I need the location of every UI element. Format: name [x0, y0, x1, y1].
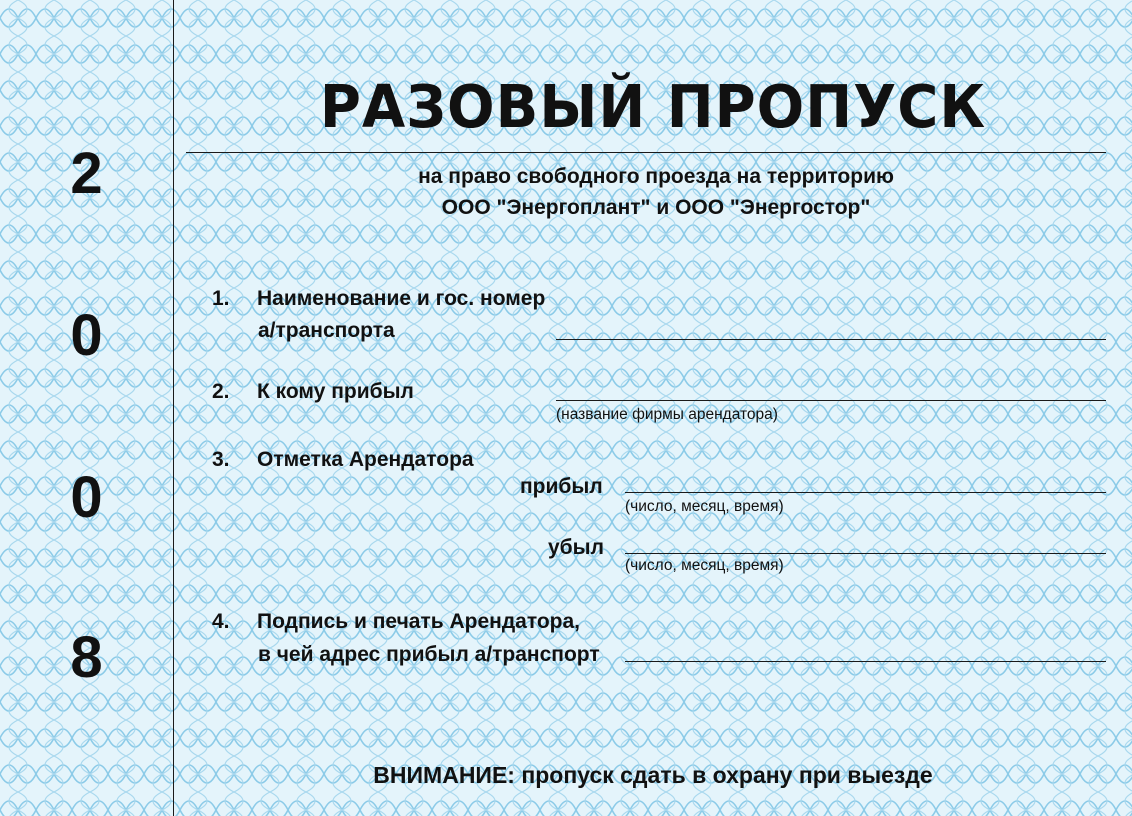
vehicle-label-line-2: а/транспорта [258, 319, 395, 342]
signature-label-line-1: Подпись и печать Арендатора, [257, 610, 581, 633]
arrived-field-line[interactable] [625, 492, 1106, 493]
serial-digit: 8 [70, 625, 103, 690]
visit-to-label: К кому прибыл [257, 380, 414, 403]
arrived-label: прибыл [520, 475, 603, 498]
return-pass-notice: ВНИМАНИЕ: пропуск сдать в охрану при выезде [373, 762, 933, 788]
serial-digit: 0 [70, 465, 103, 530]
arrived-datetime-hint: (число, месяц, время) [625, 498, 784, 515]
item-number: 3. [212, 448, 230, 471]
subtitle-line-1: на право свободного проезда на территорию [418, 165, 894, 188]
serial-digit: 0 [70, 303, 103, 368]
item-number: 1. [212, 287, 230, 310]
item-number: 4. [212, 610, 230, 633]
visit-to-field-line[interactable] [556, 400, 1106, 401]
tenant-company-hint: (название фирмы арендатора) [556, 406, 778, 423]
departed-label: убыл [548, 536, 604, 559]
title-divider [186, 152, 1106, 153]
serial-digit: 2 [70, 141, 103, 206]
signature-label-line-2: в чей адрес прибыл а/транспорт [258, 643, 600, 666]
vehicle-field-line[interactable] [556, 339, 1106, 340]
signature-field-line[interactable] [625, 661, 1106, 662]
subtitle-line-2: ООО "Энергоплант" и ООО "Энергостор" [441, 196, 871, 219]
pass-title: РАЗОВЫЙ ПРОПУСК [319, 73, 987, 142]
tenant-mark-label: Отметка Арендатора [257, 448, 474, 471]
item-number: 2. [212, 380, 230, 403]
departed-datetime-hint: (число, месяц, время) [625, 557, 784, 574]
vehicle-label-line-1: Наименование и гос. номер [257, 287, 546, 310]
departed-field-line[interactable] [625, 553, 1106, 554]
